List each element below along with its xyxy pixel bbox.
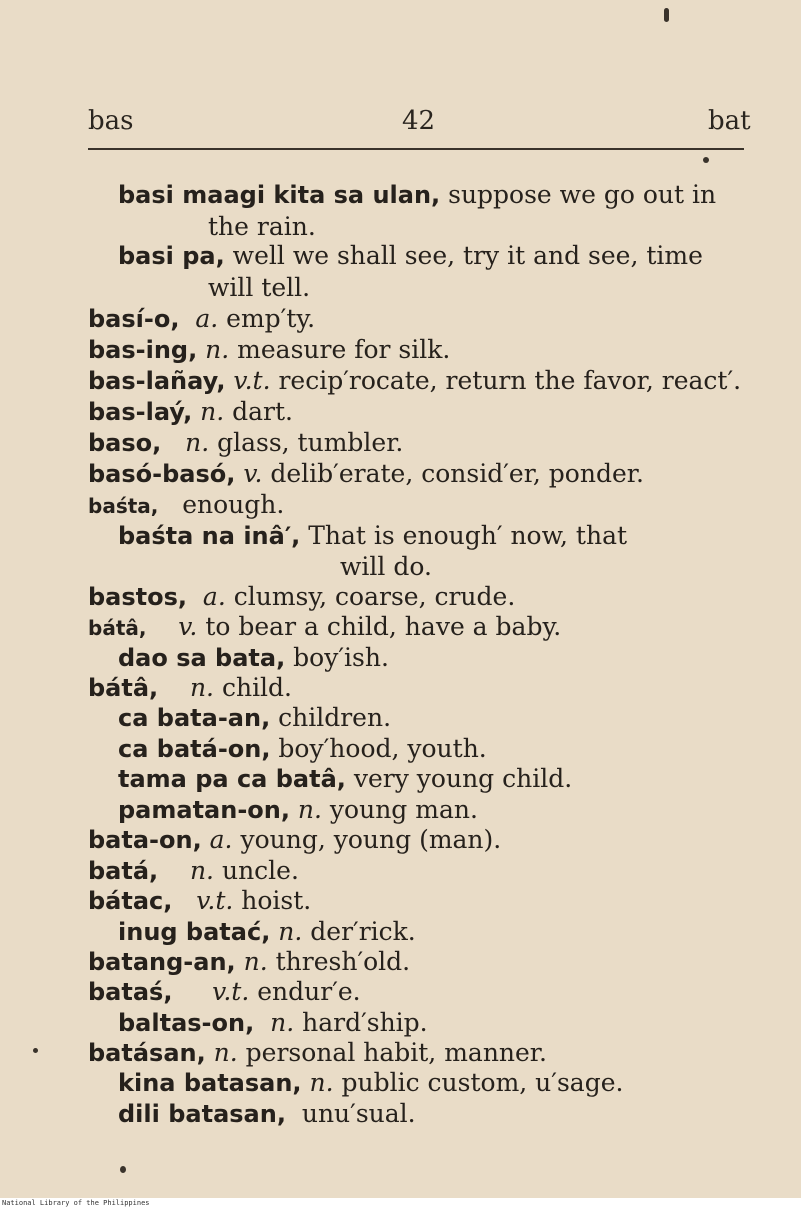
entry-definition: measure for silk. (229, 335, 451, 364)
entry-line (118, 703, 391, 733)
entry-line (118, 734, 487, 764)
entry-line (88, 490, 284, 521)
entry-part-of-speech: v.t. (172, 886, 234, 915)
entry-line (208, 212, 316, 242)
entry-headword: ca bata-an, (118, 704, 271, 732)
entry-part-of-speech: v.t. (225, 366, 271, 395)
entry-line (118, 795, 478, 825)
entry-definition: to bear a child, have a baby. (197, 612, 562, 641)
entry-headword: baso, (88, 429, 162, 457)
entry-line (88, 428, 403, 458)
entry-headword: dili batasan, (118, 1100, 286, 1128)
entry-part-of-speech: v. (235, 459, 263, 488)
entry-definition: children. (270, 703, 392, 732)
entry-definition: enough. (158, 490, 285, 519)
entry-part-of-speech: a. (201, 825, 233, 854)
entry-part-of-speech: n. (205, 1038, 238, 1067)
ink-speck (120, 1166, 126, 1173)
entry-line (88, 582, 515, 612)
entry-part-of-speech: n. (158, 856, 215, 885)
entry-headword: bastos, (88, 583, 188, 611)
entry-headword: baśta, (88, 494, 159, 518)
entry-line (88, 335, 450, 365)
entry-headword: inug batać, (118, 918, 271, 946)
entry-headword: baśta na inâ′, (118, 522, 301, 550)
entry-definition: public custom, u′sage. (333, 1068, 624, 1097)
entry-line (118, 1068, 623, 1098)
ink-speck (664, 8, 669, 22)
entry-definition: dart. (224, 397, 294, 426)
entry-headword: kina batasan, (118, 1069, 302, 1097)
entry-part-of-speech: a. (187, 582, 226, 611)
entry-headword: batásan, (88, 1039, 206, 1067)
entry-headword: bas-ing, (88, 336, 198, 364)
entry-headword: bas-lañay, (88, 367, 226, 395)
entry-definition: young, young (man). (232, 825, 502, 854)
entry-definition: well we shall see, try it and see, time (224, 241, 703, 270)
entry-line (340, 552, 432, 582)
entry-headword: batang-an, (88, 948, 236, 976)
entry-part-of-speech: v. (146, 612, 198, 641)
entry-part-of-speech: n. (301, 1068, 334, 1097)
entry-definition: recip′rocate, return the favor, react′. (270, 366, 742, 395)
entry-definition: That is enough′ now, that (300, 521, 628, 550)
page-number: 42 (402, 106, 436, 136)
ink-speck (703, 157, 709, 163)
header-rule (88, 148, 744, 150)
entry-line (118, 917, 416, 947)
entry-line (118, 180, 716, 210)
entry-definition: emp′ty. (218, 304, 316, 333)
entry-definition: suppose we go out in (440, 180, 717, 209)
entry-headword: baltas-on, (118, 1009, 255, 1037)
entry-line (208, 273, 310, 303)
library-watermark: National Library of the Philippines (0, 1198, 801, 1208)
entry-line (88, 1038, 547, 1068)
entry-definition: boy′ish. (285, 643, 389, 672)
entry-definition: boy′hood, youth. (270, 734, 487, 763)
entry-line (88, 825, 501, 855)
entry-headword: basó-basó, (88, 460, 236, 488)
entry-definition: hoist. (233, 886, 312, 915)
entry-line (88, 304, 315, 334)
entry-line (88, 856, 299, 886)
entry-line (88, 366, 741, 396)
entry-part-of-speech: n. (254, 1008, 295, 1037)
entry-headword: bátâ, (88, 616, 147, 640)
entry-definition: uncle. (214, 856, 299, 885)
entry-part-of-speech: a. (179, 304, 219, 333)
entry-line (88, 947, 410, 977)
entry-line (118, 521, 627, 551)
entry-line (88, 397, 293, 427)
entry-definition: will do. (340, 552, 432, 581)
entry-headword: basí-o, (88, 305, 180, 333)
entry-definition: personal habit, manner. (237, 1038, 547, 1067)
entry-definition: glass, tumbler. (209, 428, 404, 457)
entry-definition: thresh′old. (267, 947, 411, 976)
entry-line (118, 764, 572, 794)
entry-definition: endur′e. (249, 977, 361, 1006)
entry-headword: bata-on, (88, 826, 202, 854)
entry-line (88, 977, 361, 1007)
entry-definition: delib′erate, consid′er, ponder. (262, 459, 644, 488)
entry-headword: bataś, (88, 978, 173, 1006)
entry-line (118, 241, 703, 271)
entry-part-of-speech: n. (158, 673, 215, 702)
entry-line (118, 1099, 416, 1129)
entry-headword: pamatan-on, (118, 796, 290, 824)
entry-headword: bátac, (88, 887, 173, 915)
entry-definition: child. (214, 673, 293, 702)
entry-line (88, 459, 644, 489)
entry-line (88, 886, 311, 916)
entry-headword: basi pa, (118, 242, 225, 270)
running-head-right: bat (708, 106, 751, 136)
entry-part-of-speech: n. (197, 335, 230, 364)
entry-definition: hard′ship. (294, 1008, 428, 1037)
entry-definition: very young child. (345, 764, 573, 793)
entry-line (88, 673, 292, 703)
entry-part-of-speech: n. (289, 795, 322, 824)
entry-headword: tama pa ca batâ, (118, 765, 346, 793)
entry-line (118, 643, 389, 673)
entry-headword: batá, (88, 857, 159, 885)
entry-headword: dao sa bata, (118, 644, 286, 672)
entry-part-of-speech: n. (161, 428, 210, 457)
entry-headword: bas-laý, (88, 398, 193, 426)
entry-headword: ca batá-on, (118, 735, 271, 763)
ink-speck (33, 1048, 38, 1053)
entry-definition: unu′sual. (285, 1099, 416, 1128)
entry-part-of-speech: n. (192, 397, 225, 426)
entry-part-of-speech: v.t. (172, 977, 250, 1006)
entry-part-of-speech: n. (270, 917, 303, 946)
entry-definition: der′rick. (302, 917, 416, 946)
running-head-left: bas (88, 106, 134, 136)
entry-headword: bátâ, (88, 674, 159, 702)
entry-line (88, 612, 561, 643)
entry-part-of-speech: n. (235, 947, 268, 976)
entry-definition: the rain. (208, 212, 316, 241)
entry-headword: basi maagi kita sa ulan, (118, 181, 441, 209)
entry-definition: young man. (321, 795, 478, 824)
entry-definition: clumsy, coarse, crude. (225, 582, 516, 611)
entry-definition: will tell. (208, 273, 311, 302)
entry-line (118, 1008, 428, 1038)
